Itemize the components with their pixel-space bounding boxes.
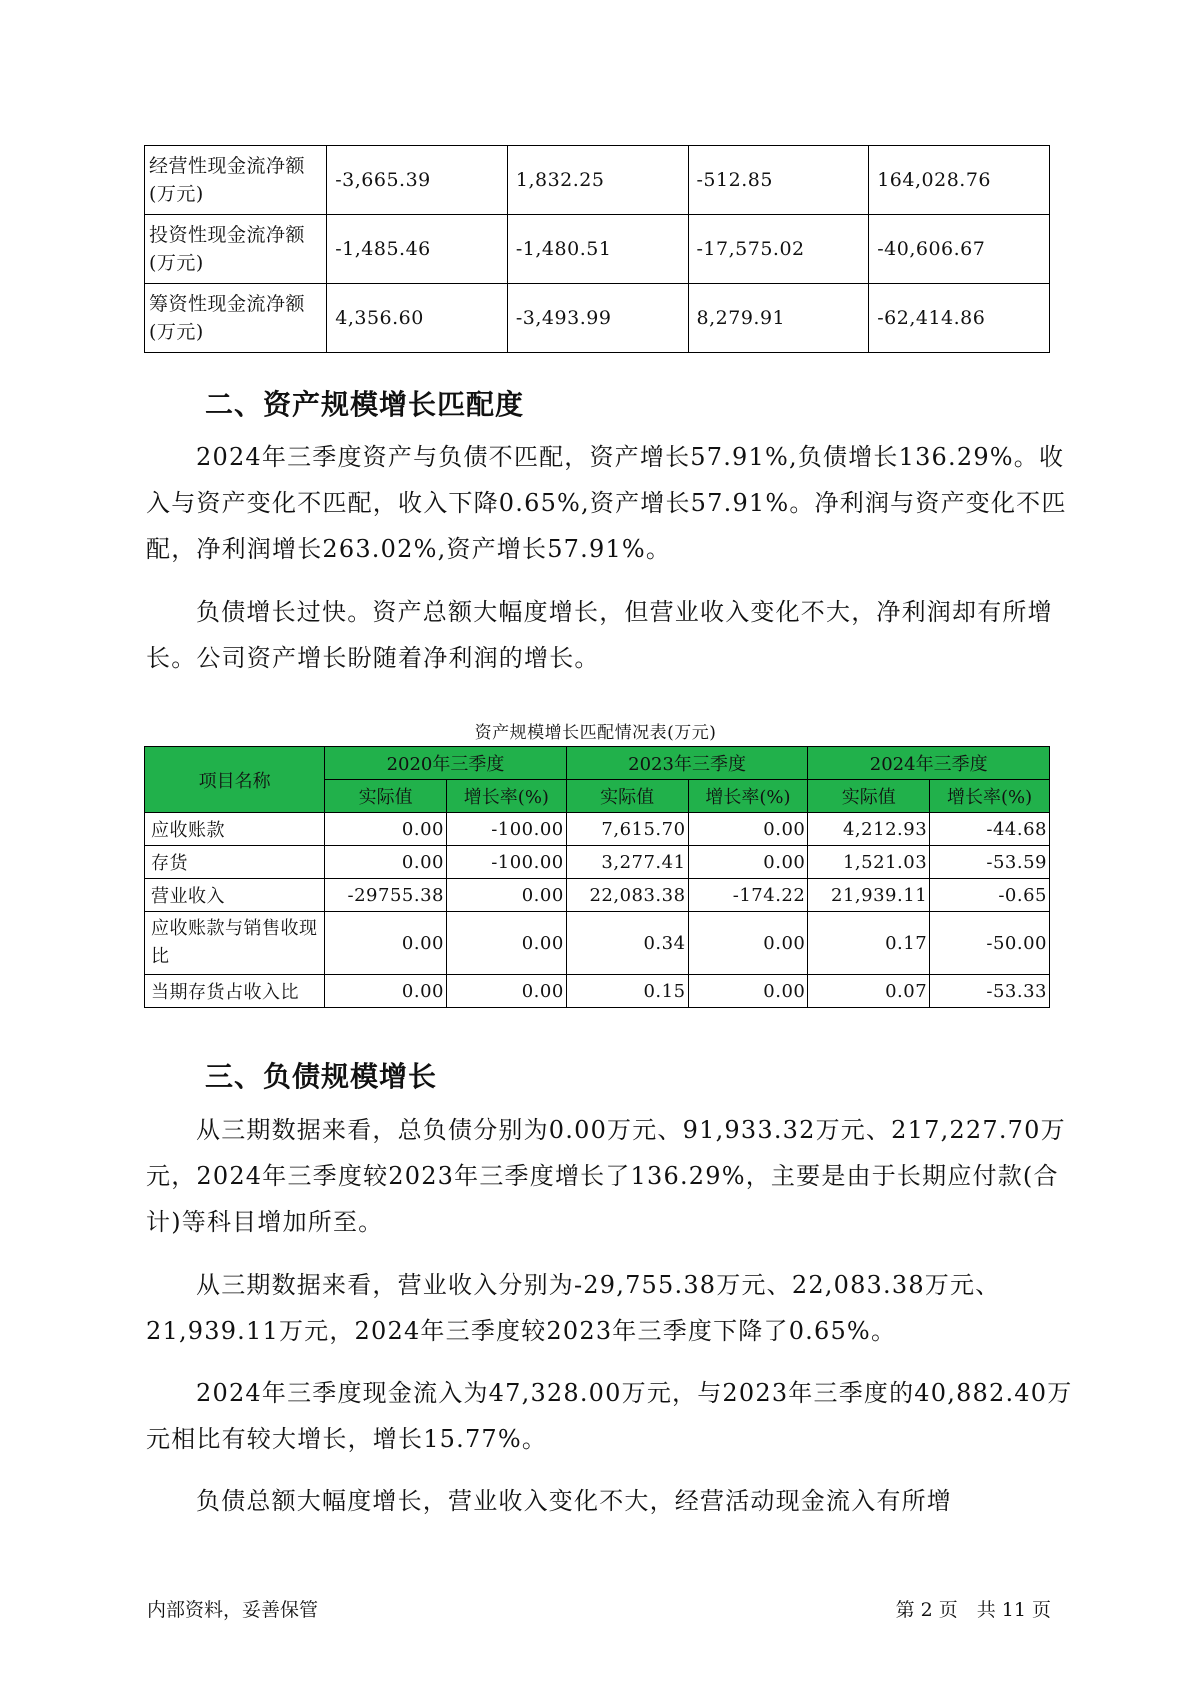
table-cell: 0.00 [688,813,808,846]
paragraph: 负债总额大幅度增长，营业收入变化不大，经营活动现金流入有所增 [196,1487,952,1515]
row-label: 应收账款与销售收现比 [145,912,325,975]
table-cell: 0.00 [688,975,808,1008]
cashflow-table [144,145,1050,353]
table-cell: -0.65 [930,879,1050,912]
table-cell: 0.00 [446,912,566,975]
row-label: 存货 [145,846,325,879]
table-cell: -53.33 [930,975,1050,1008]
table-cell: -512.85 [688,146,869,215]
footer-confidential-note: 内部资料，妥善保管 [147,1599,319,1621]
column-header: 实际值 [325,780,447,813]
table-cell: -53.59 [930,846,1050,879]
column-header: 增长率(%) [930,780,1050,813]
table-cell: -100.00 [446,813,566,846]
table-cell: 0.00 [446,975,566,1008]
column-header: 2023年三季度 [566,747,808,780]
table-cell: -44.68 [930,813,1050,846]
column-header: 实际值 [808,780,930,813]
table-cell: -174.22 [688,879,808,912]
table-row [145,813,1050,846]
row-label: 经营性现金流净额(万元) [145,146,327,215]
table-row [145,975,1050,1008]
table-cell: -100.00 [446,846,566,879]
table-cell: 21,939.11 [808,879,930,912]
table-cell: -17,575.02 [688,215,869,284]
table-row [145,284,1050,353]
table-cell: 3,277.41 [566,846,688,879]
table-row [145,146,1050,215]
row-label: 应收账款 [145,813,325,846]
table-cell: -3,665.39 [327,146,508,215]
footer-page-number: 第 2 页 共 11 页 [895,1599,1051,1621]
table-cell: -1,485.46 [327,215,508,284]
row-label: 当期存货占收入比 [145,975,325,1008]
table-cell: 8,279.91 [688,284,869,353]
table-cell: 0.00 [446,879,566,912]
table-cell: 164,028.76 [869,146,1050,215]
column-header: 2020年三季度 [325,747,567,780]
asset-match-table [144,746,1050,1008]
table-row [145,215,1050,284]
column-header: 增长率(%) [688,780,808,813]
table-cell: 1,521.03 [808,846,930,879]
table-cell: -40,606.67 [869,215,1050,284]
paragraph: 从三期数据来看，总负债分别为0.00万元、91,933.32万元、217,227.70万元，2024年三季度较2023年三季度增长了136.29%，主要是由于长期应付款(合计)等科目增加所至。 [146,1116,1066,1236]
table-cell: 0.00 [325,912,447,975]
table-cell: 0.00 [325,846,447,879]
table-cell: 0.07 [808,975,930,1008]
table-cell: 22,083.38 [566,879,688,912]
column-header: 增长率(%) [446,780,566,813]
section-heading: 二、资产规模增长匹配度 [205,388,525,421]
column-header: 项目名称 [145,747,325,813]
paragraph: 负债增长过快。资产总额大幅度增长，但营业收入变化不大，净利润却有所增长。公司资产增长盼随着净利润的增长。 [146,598,1053,672]
table-cell: 4,356.60 [327,284,508,353]
table-cell: -3,493.99 [507,284,688,353]
table-cell: 1,832.25 [507,146,688,215]
table-cell: 7,615.70 [566,813,688,846]
paragraph: 2024年三季度现金流入为47,328.00万元，与2023年三季度的40,882.40万元相比有较大增长，增长15.77%。 [146,1379,1073,1453]
row-label: 营业收入 [145,879,325,912]
table-cell: 0.00 [688,846,808,879]
table-cell: -1,480.51 [507,215,688,284]
column-header: 实际值 [566,780,688,813]
table-cell: -62,414.86 [869,284,1050,353]
table-cell: 0.17 [808,912,930,975]
table-cell: 4,212.93 [808,813,930,846]
table-cell: -50.00 [930,912,1050,975]
paragraph: 从三期数据来看，营业收入分别为-29,755.38万元、22,083.38万元、21,939.11万元，2024年三季度较2023年三季度下降了0.65%。 [146,1271,1001,1345]
row-label: 投资性现金流净额(万元) [145,215,327,284]
table-row [145,846,1050,879]
column-header: 2024年三季度 [808,747,1050,780]
table-cell: 0.34 [566,912,688,975]
table-cell: 0.15 [566,975,688,1008]
paragraph: 2024年三季度资产与负债不匹配，资产增长57.91%,负债增长136.29%。收入与资产变化不匹配，收入下降0.65%,资产增长57.91%。净利润与资产变化不匹配，净利润增长263.02%,资产增长57.91%。 [146,443,1067,563]
table-row [145,879,1050,912]
table-row [145,912,1050,975]
table-cell: 0.00 [325,813,447,846]
table-cell: 0.00 [688,912,808,975]
table-cell: 0.00 [325,975,447,1008]
section-heading: 三、负债规模增长 [205,1060,438,1093]
table-caption: 资产规模增长匹配情况表(万元) [474,723,717,743]
table-cell: -29755.38 [325,879,447,912]
row-label: 筹资性现金流净额(万元) [145,284,327,353]
